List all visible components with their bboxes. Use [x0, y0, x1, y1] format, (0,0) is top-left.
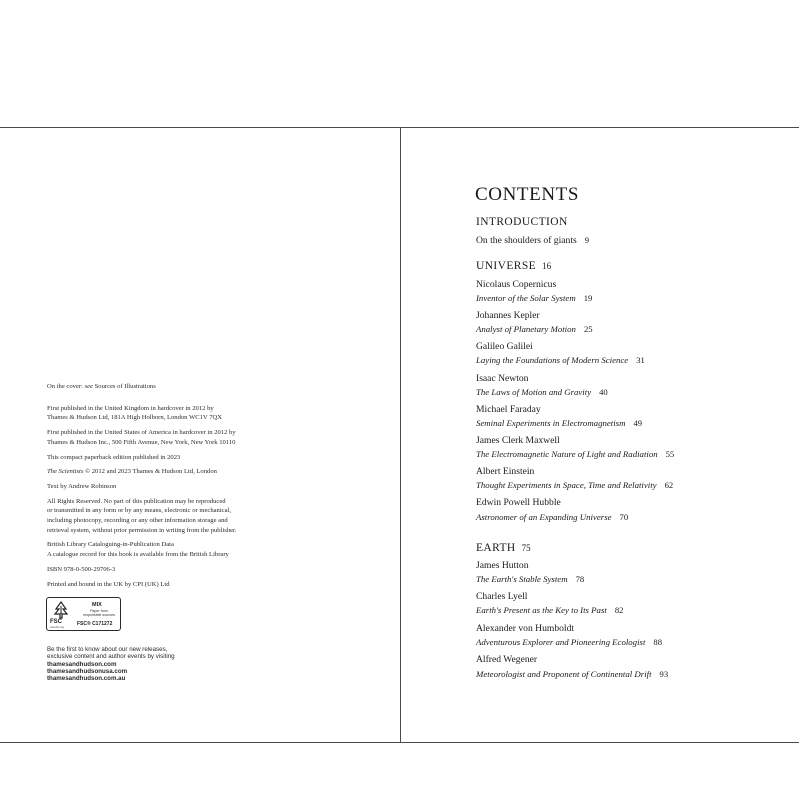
contents-title: CONTENTS	[475, 184, 580, 205]
page-number: 19	[583, 293, 593, 303]
page-number: 93	[659, 669, 669, 679]
cip-data: British Library Cataloguing-in-Publication Data A catalogue record for this book is available from the British Library	[47, 541, 229, 559]
fsc-tree-icon	[53, 601, 69, 619]
printed-by-line: Printed and bound in the UK by CPI (UK) Ltd	[47, 580, 170, 588]
toc-entry-name: Galileo Galilei	[476, 341, 533, 352]
text-by-line: Text by Andrew Robinson	[47, 483, 117, 491]
paperback-edition: This compact paperback edition published in 2023	[47, 453, 181, 461]
section-heading-universe: UNIVERSE 16	[476, 260, 552, 272]
toc-entry-name: Charles Lyell	[476, 591, 528, 602]
toc-entry-name: James Hutton	[476, 560, 529, 571]
page-number: 82	[614, 605, 624, 615]
toc-entry-name: Alexander von Humboldt	[476, 623, 575, 634]
page-number: 31	[636, 355, 645, 365]
toc-entry-subtitle: The Earth's Stable System 78	[476, 574, 585, 584]
page-number: 62	[664, 480, 674, 490]
website-link[interactable]: thamesandhudson.com.au	[47, 675, 126, 683]
page-number: 78	[575, 574, 585, 584]
toc-entry-name: James Clerk Maxwell	[476, 435, 560, 446]
fsc-wordmark: FSC	[50, 619, 62, 625]
toc-entry-subtitle: The Laws of Motion and Gravity 40	[476, 387, 608, 397]
toc-entry-name: Alfred Wegener	[476, 654, 538, 665]
toc-entry-name: Isaac Newton	[476, 373, 529, 384]
fsc-url: www.fsc.org	[50, 626, 64, 629]
toc-entry-subtitle: Astronomer of an Expanding Universe 70	[476, 512, 629, 522]
page-number: 9	[584, 235, 590, 245]
toc-entry-subtitle: Meteorologist and Proponent of Continental Drift 93	[476, 669, 669, 679]
toc-entry-name: Michael Faraday	[476, 404, 541, 415]
toc-entry-subtitle: Adventurous Explorer and Pioneering Ecologist 88	[476, 637, 662, 647]
toc-entry-subtitle: Inventor of the Solar System 19	[476, 293, 593, 303]
page-number: 88	[653, 637, 662, 647]
first-published-us: First published in the United States of America in hardcover in 2012 by Thames & Hudson Inc., 500 Fifth Avenue, New York, New York 10110	[47, 429, 236, 446]
isbn-line: ISBN 978-0-500-29706-3	[47, 565, 116, 573]
page-number: 70	[619, 512, 629, 522]
rights-notice: All Rights Reserved. No part of this publication may be reproduced or transmitted in any form or by any means, electronic or mechanical, including photocopy, recording or any other information storage and retrieval system, without prior permission in writing from the publisher.	[47, 497, 237, 534]
toc-entry-subtitle: Laying the Foundations of Modern Science 31	[476, 355, 645, 365]
page-number: 16	[542, 261, 552, 271]
fsc-paper-text: Paper from responsible sources	[83, 609, 115, 618]
publisher-promo: Be the first to know about our new releases, exclusive content and author events by visiting thamesandhudson.com thamesandhudsonusa.com thamesandhudson.com.au	[47, 646, 267, 682]
toc-entry-subtitle: Seminal Experiments in Electromagnetism 49	[476, 418, 643, 428]
copyright-line: The Scientists © 2012 and 2023 Thames & Hudson Ltd, London	[47, 468, 217, 476]
page-number: 55	[665, 449, 675, 459]
toc-entry-name: Nicolaus Copernicus	[476, 279, 557, 290]
toc-entry-subtitle: The Electromagnetic Nature of Light and Radiation 55	[476, 449, 675, 459]
toc-entry-subtitle: Earth's Present as the Key to Its Past 82	[476, 605, 624, 615]
toc-entry-introduction: On the shoulders of giants 9	[476, 235, 590, 246]
page-number: 49	[633, 418, 643, 428]
page-number: 25	[583, 324, 593, 334]
page-number: 40	[599, 387, 608, 397]
fsc-code: FSC® C171272	[77, 621, 113, 627]
page-number: 75	[521, 543, 531, 553]
section-heading-earth: EARTH 75	[476, 542, 531, 554]
fsc-logo	[46, 597, 121, 631]
toc-entry-name: Edwin Powell Hubble	[476, 497, 561, 508]
toc-entry-name: Albert Einstein	[476, 466, 535, 477]
website-link[interactable]: thamesandhudson.com	[47, 660, 117, 668]
toc-entry-subtitle: Thought Experiments in Space, Time and Relativity 62	[476, 480, 674, 490]
page-gutter	[400, 127, 401, 742]
imprint-block	[47, 382, 297, 589]
toc-entry-name: Johannes Kepler	[476, 310, 540, 321]
toc-entry-subtitle: Analyst of Planetary Motion 25	[476, 324, 593, 334]
website-link[interactable]: thamesandhudsonusa.com	[47, 667, 128, 675]
section-heading-introduction: INTRODUCTION	[476, 216, 568, 228]
first-published-uk: First published in the United Kingdom in hardcover in 2012 by Thames & Hudson Ltd, 181A High Holborn, London WC1V 7QX	[47, 404, 223, 422]
fsc-mix-label: MIX	[92, 602, 102, 608]
cover-note: On the cover: see Sources of Illustrations	[47, 383, 156, 390]
